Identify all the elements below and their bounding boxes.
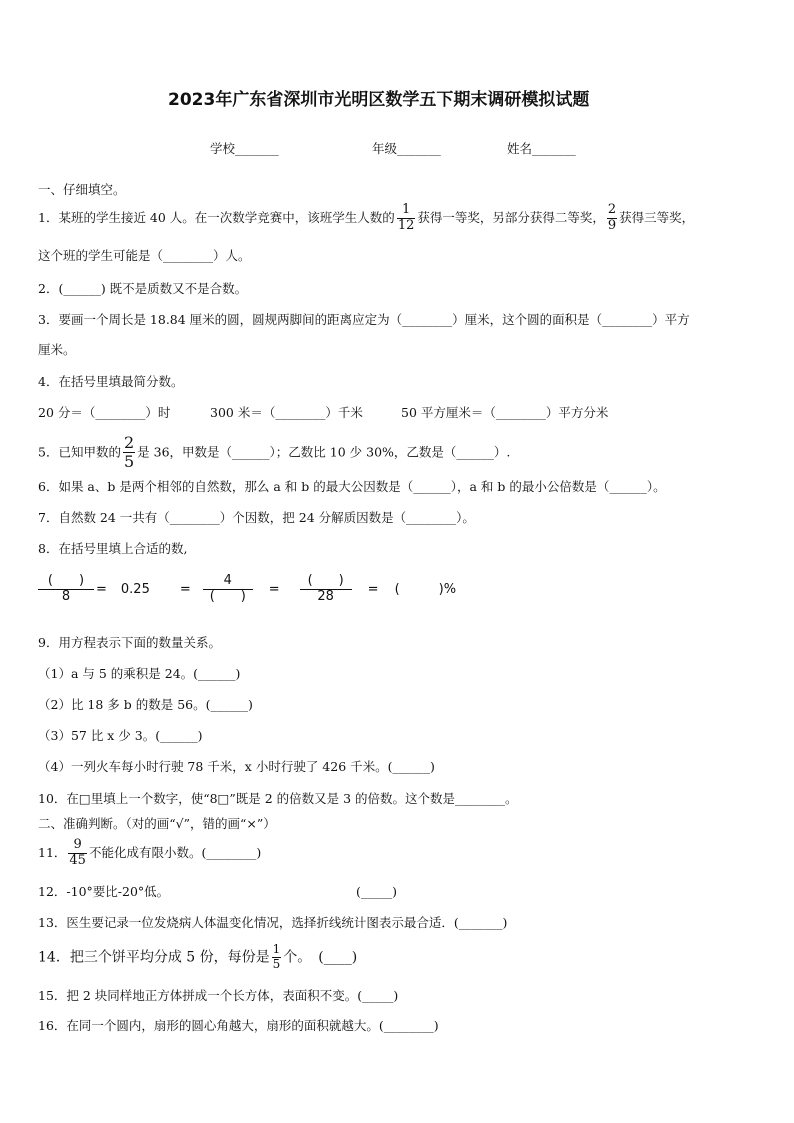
question-9-sub-3: （3）57 比 x 少 3。(______) <box>38 728 203 743</box>
question-11 <box>38 838 261 869</box>
q1-text-a: 1．某班的学生接近 40 人。在一次数学竞赛中，该班学生人数的 <box>38 209 395 225</box>
fraction-numerator: 2 <box>123 433 135 452</box>
page-title: 2023年广东省深圳市光明区数学五下期末调研模拟试题 <box>168 90 590 110</box>
question-14 <box>38 943 357 972</box>
question-16: 16．在同一个圆内，扇形的圆心角越大，扇形的面积就越大。(________) <box>38 1018 439 1033</box>
grade-field: 年级_______ <box>372 141 441 156</box>
equals-sign: = <box>367 581 379 597</box>
question-4: 4．在括号里填最简分数。 <box>38 374 184 389</box>
question-3-line-2: 厘米。 <box>38 342 76 357</box>
question-2: 2．(______) 既不是质数又不是合数。 <box>38 281 248 296</box>
question-9-sub-4: （4）一列火车每小时行驶 78 千米，x 小时行驶了 426 千米。(______) <box>38 759 435 774</box>
q1-text-b: 获得一等奖，另部分获得二等奖， <box>417 209 605 225</box>
section-1-heading: 一、仔细填空。 <box>38 182 126 197</box>
fraction-denominator: 12 <box>397 217 415 233</box>
question-13: 13．医生要记录一位发烧病人体温变化情况，选择折线统计图表示最合适．(_______) <box>38 915 508 930</box>
fraction-numerator: 1 <box>397 203 416 219</box>
fraction-denominator: ( ) <box>209 588 246 604</box>
fraction-numerator: 9 <box>68 838 87 854</box>
q14-text-b: 个。 (____) <box>283 949 358 966</box>
question-1 <box>38 203 694 234</box>
question-8: 8．在括号里填上合适的数, <box>38 541 188 556</box>
q11-text: 不能化成有限小数。(________) <box>88 844 262 860</box>
q11-fraction <box>68 838 87 869</box>
fraction-numerator: 2 <box>607 202 617 217</box>
q5-fraction <box>123 434 135 472</box>
school-field: 学校_______ <box>210 141 279 156</box>
name-field: 姓名_______ <box>507 141 576 156</box>
q5-text-a: 5．已知甲数的 <box>38 444 121 460</box>
question-7: 7．自然数 24 一共有（________）个因数，把 24 分解质因数是（________）。 <box>38 510 475 525</box>
fraction-denominator: 5 <box>123 452 135 472</box>
q14-fraction <box>272 943 282 972</box>
q1-text-c: 获得三等奖， <box>619 209 695 225</box>
q8-fraction-2 <box>203 574 253 605</box>
q14-text-a: 14．把三个饼平均分成 5 份，每份是 <box>38 949 270 966</box>
q1-fraction-2 <box>607 203 617 234</box>
question-3-line-1: 3．要画一个周长是 18.84 厘米的圆，圆规两脚间的距离应定为（________）厘米，这个圆的面积是（________）平方 <box>38 312 690 327</box>
question-15: 15．把 2 块同样地正方体拼成一个长方体，表面积不变。(_____) <box>38 988 399 1003</box>
question-9: 9．用方程表示下面的数量关系。 <box>38 635 221 650</box>
question-4-part-3: 50 平方厘米＝（________）平方分米 <box>401 405 609 420</box>
question-6: 6．如果 a、b 是两个相邻的自然数，那么 a 和 b 的最大公因数是（______），a 和 b 的最小公倍数是（______）。 <box>38 479 666 494</box>
equals-sign: = <box>96 581 107 597</box>
question-10: 10．在□里填上一个数字，使“8□”既是 2 的倍数又是 3 的倍数。这个数是________。 <box>38 791 518 806</box>
q8-fraction-3 <box>300 574 352 605</box>
q8-percent: ( )% <box>394 581 457 597</box>
fraction-denominator: 28 <box>317 588 334 604</box>
fraction-denominator: 5 <box>272 956 281 971</box>
q8-fraction-1 <box>38 574 94 605</box>
question-12-answer: (_____) <box>356 884 398 899</box>
fraction-denominator: 9 <box>607 217 617 233</box>
fraction-numerator: 1 <box>272 942 281 956</box>
fraction-numerator: 4 <box>203 574 253 590</box>
question-1-line-2: 这个班的学生可能是（________）人。 <box>38 248 251 263</box>
question-4-part-2: 300 米＝（________）千米 <box>210 405 363 420</box>
question-4-part-1: 20 分＝（________）时 <box>38 405 171 420</box>
section-2-heading: 二、准确判断。（对的画“√”，错的画“×”） <box>38 816 276 831</box>
question-9-sub-1: （1）a 与 5 的乘积是 24。(______) <box>38 666 241 681</box>
equals-sign: = <box>268 581 280 597</box>
q5-text-b: 是 36，甲数是（______）；乙数比 10 少 30%，乙数是（______）. <box>137 444 511 460</box>
q8-equation <box>36 574 456 605</box>
fraction-numerator: ( ) <box>300 574 352 590</box>
fraction-denominator: 8 <box>61 588 71 604</box>
fraction-numerator: ( ) <box>38 574 94 590</box>
question-5 <box>38 434 510 472</box>
question-12: 12．-10°要比-20°低。 <box>38 884 170 899</box>
q11-number: 11． <box>38 844 67 860</box>
equals-sign: = <box>179 581 191 597</box>
question-9-sub-2: （2）比 18 多 b 的数是 56。(______) <box>38 697 253 712</box>
q1-fraction-1 <box>397 203 416 234</box>
fraction-denominator: 45 <box>69 852 86 868</box>
q8-decimal: 0.25 <box>120 581 150 597</box>
